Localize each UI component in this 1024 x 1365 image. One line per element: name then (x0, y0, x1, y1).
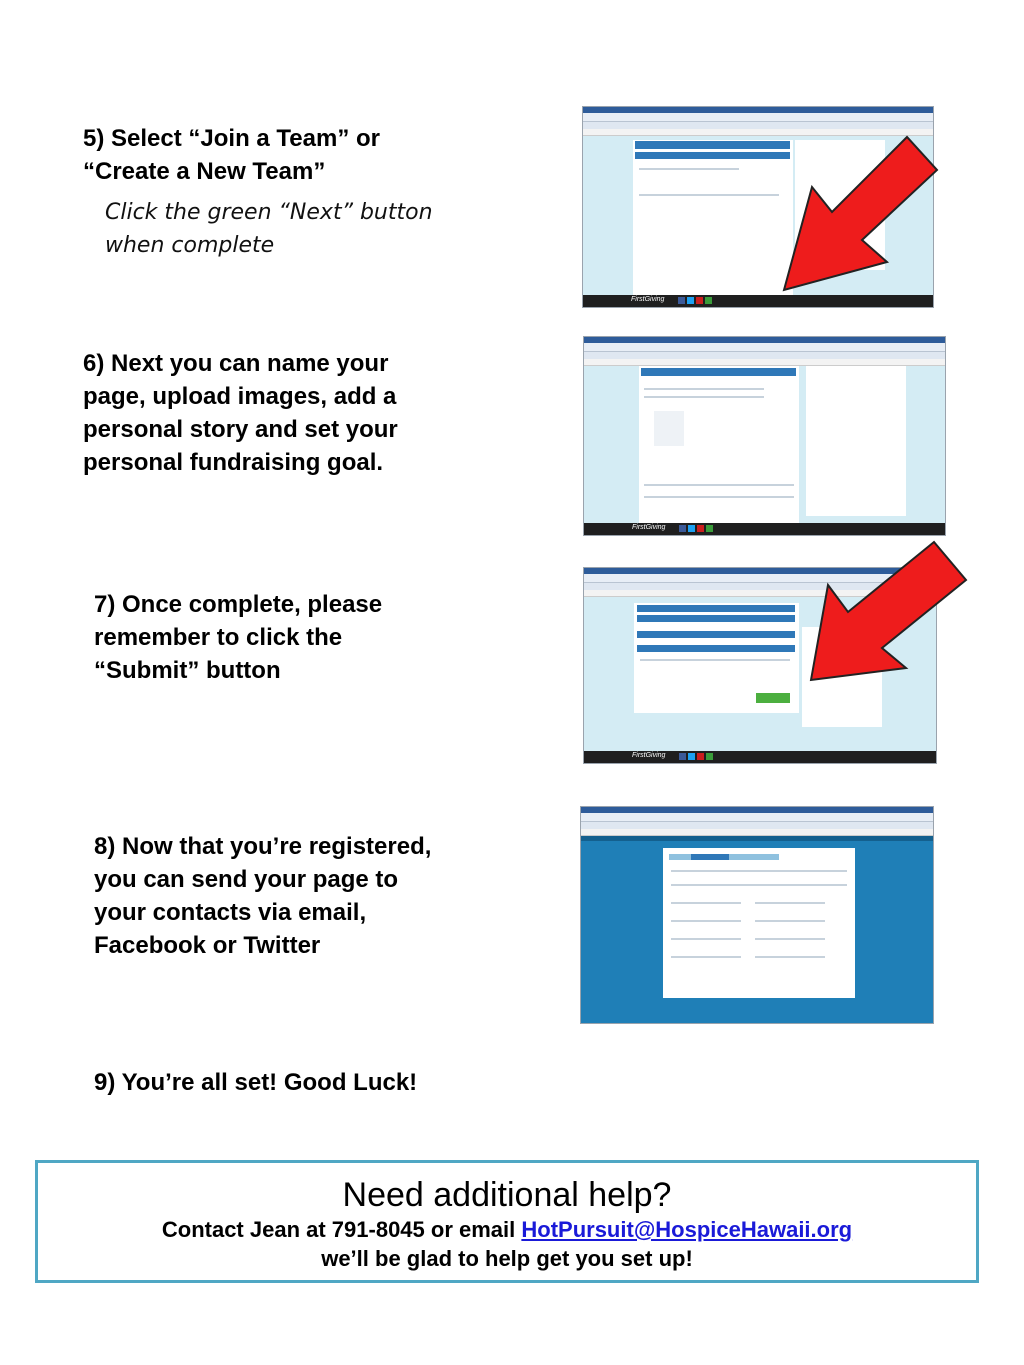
help-box (35, 1160, 979, 1283)
help-contact-line (38, 1215, 976, 1244)
footer-brand: FirstGiving (632, 524, 666, 531)
footer-brand: FirstGiving (632, 752, 666, 759)
help-contact-prefix: Contact Jean at 791-8045 or email (161, 1217, 522, 1242)
step-8-text: 8) Now that you’re registered, you can send your page to your contacts via email, Facebook or Twitter (94, 833, 432, 959)
step-7-text: 7) Once complete, please remember to click the “Submit” button (94, 591, 383, 684)
footer-brand: FirstGiving (631, 296, 665, 303)
screenshot-create-page (583, 336, 946, 536)
step-5-subtext: Click the green “Next” button when complete (105, 200, 433, 258)
help-email-link[interactable]: HotPursuit@HospiceHawaii.org (521, 1217, 853, 1242)
help-closing: we’ll be glad to help get you set up! (321, 1246, 693, 1271)
red-arrow-icon (782, 132, 942, 292)
step-9-text: 9) You’re all set! Good Luck! (94, 1069, 418, 1096)
step-6-text: 6) Next you can name your page, upload images, add a personal story and set your personal fundraising goal. (83, 350, 398, 476)
step-5-text: 5) Select “Join a Team” or “Create a New Team” (83, 125, 380, 185)
screenshot-dashboard (580, 806, 934, 1024)
help-title: Need additional help? (342, 1176, 672, 1214)
red-arrow-icon (806, 540, 971, 700)
